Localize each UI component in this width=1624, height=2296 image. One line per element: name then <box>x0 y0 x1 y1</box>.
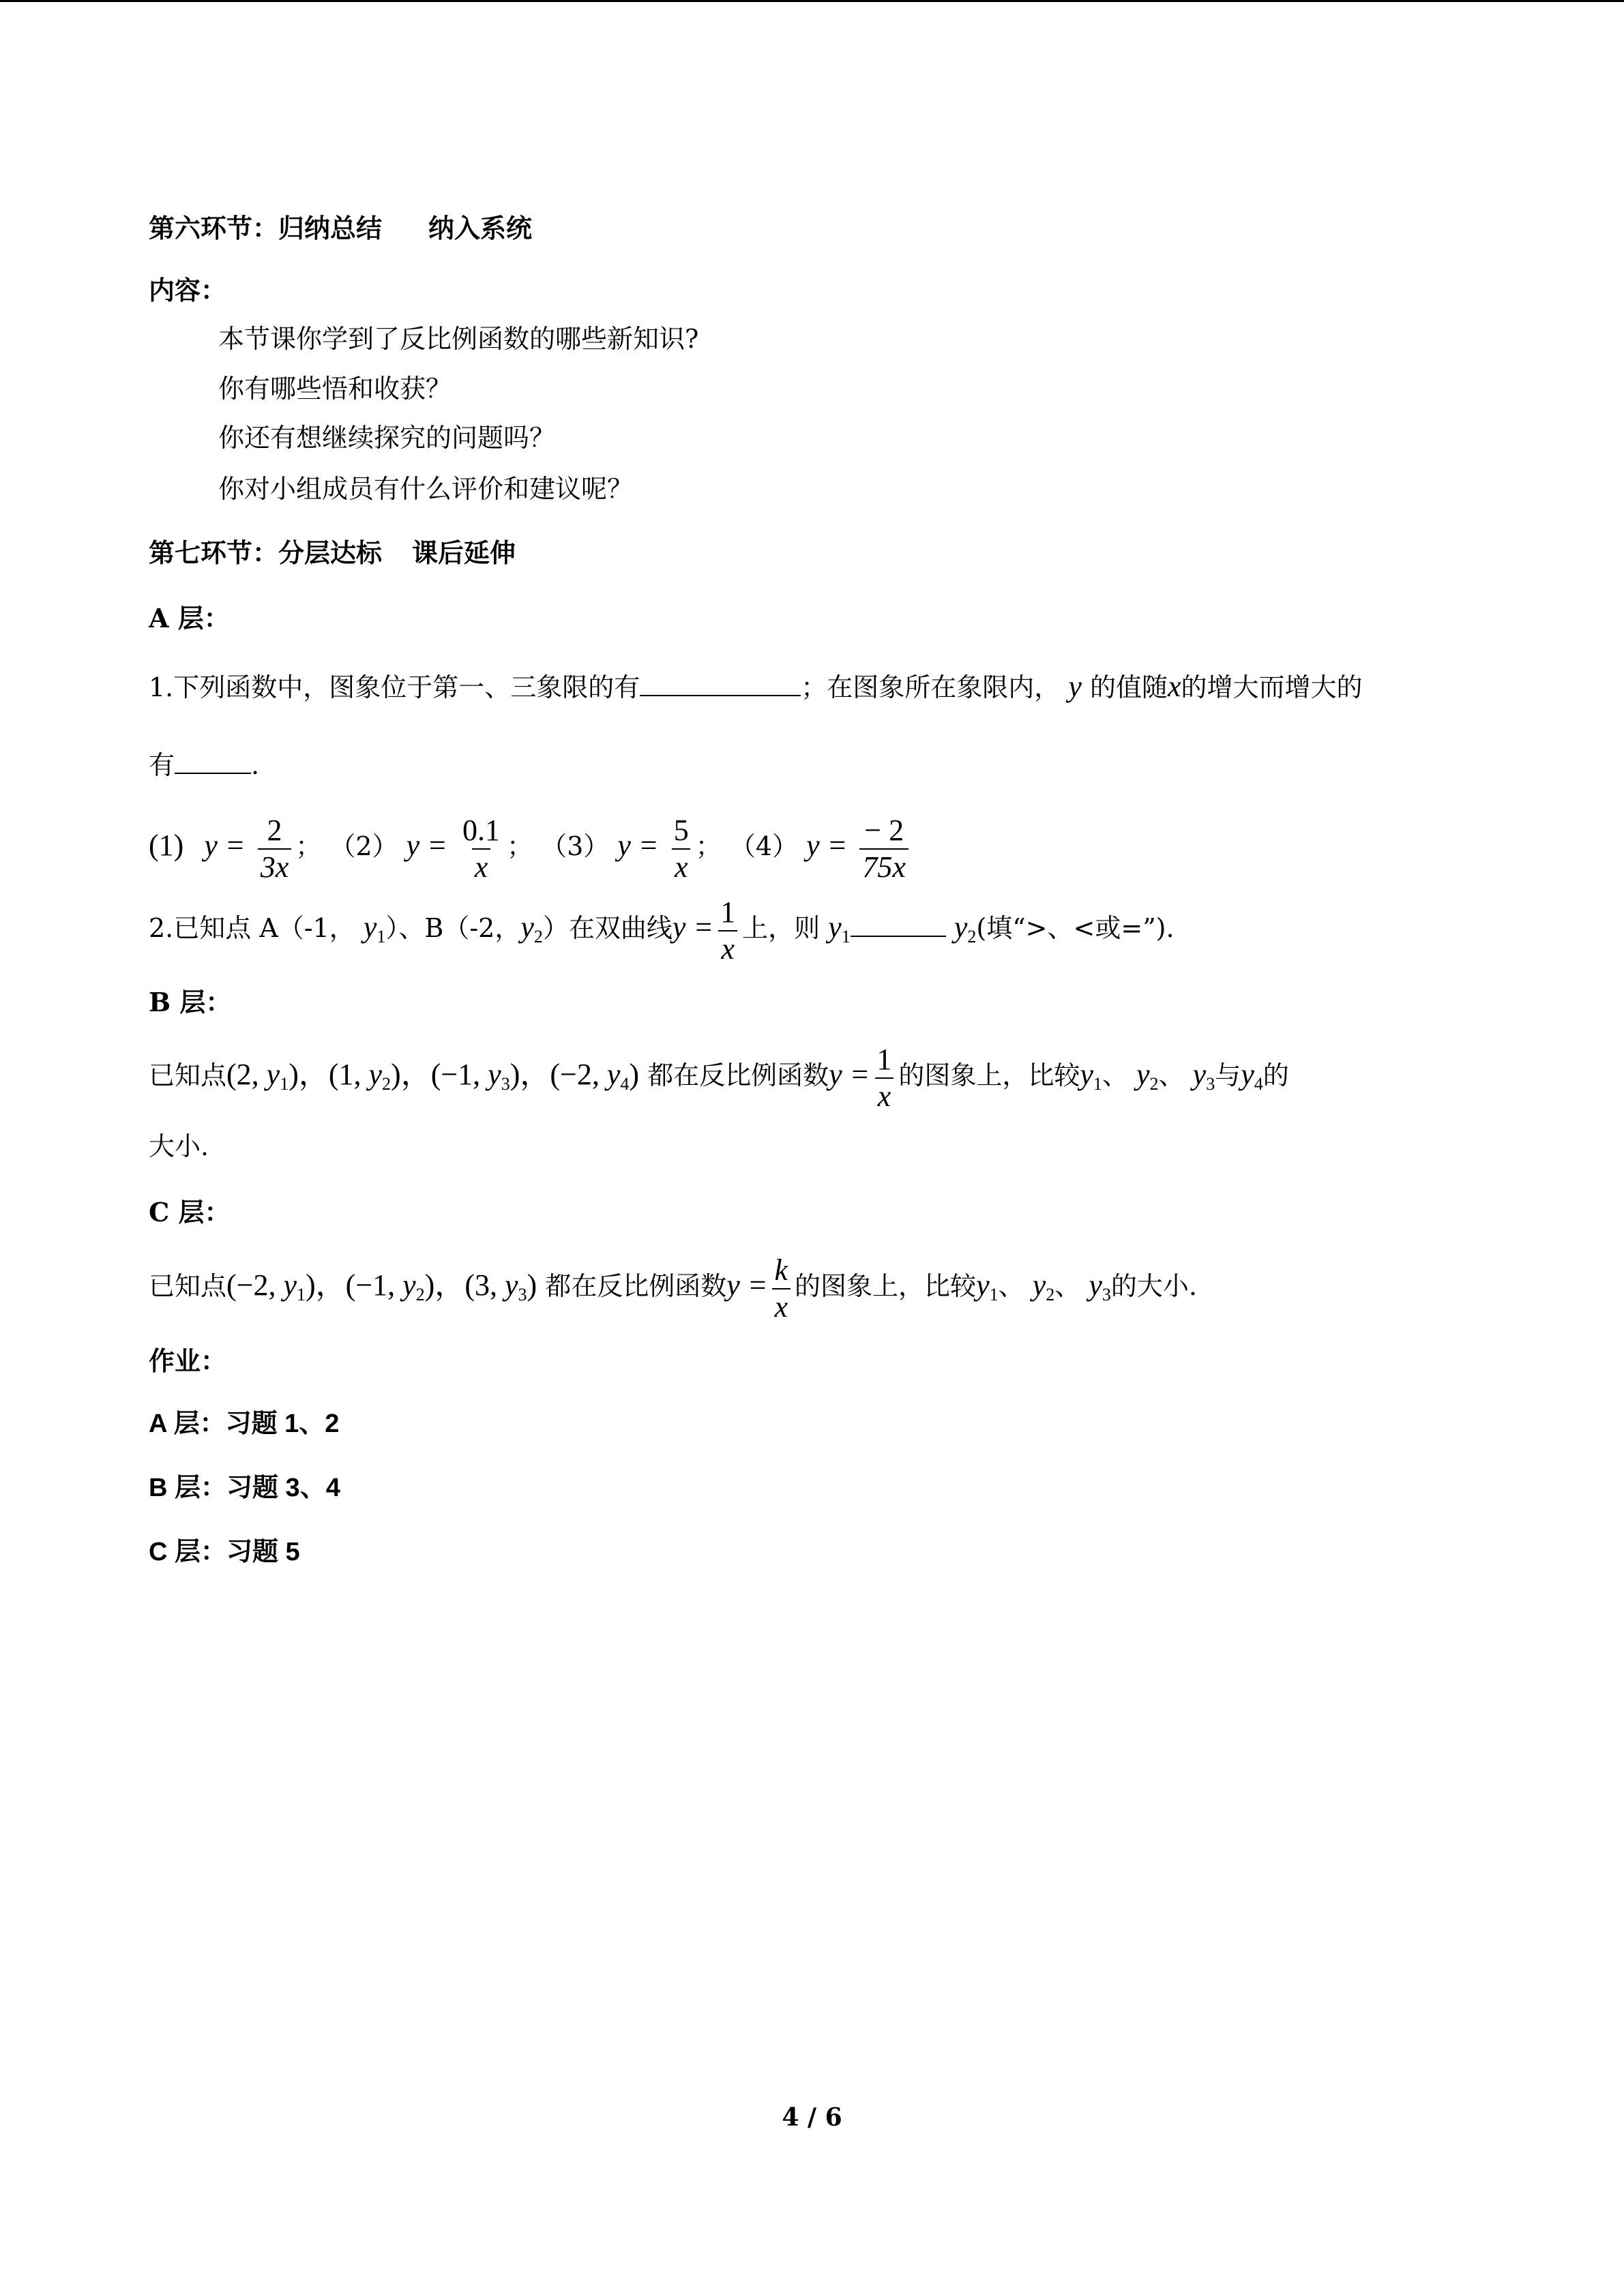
section6-title: 第六环节：归纳总结 <box>149 213 383 243</box>
fraction-2-over-3x: $\frac{2}{3x}$ <box>258 813 292 885</box>
section6-title2: 纳入系统 <box>428 213 533 243</box>
qC-line: 已知点(−2, $y_1$)，(−1, $y_2$)，(3, $y_3$) 都在反比例函数y = $\frac{k}{x}$ 的图象上，比较$y_1$、 $y_2$、 $y_3$的大小. <box>149 1253 1197 1324</box>
level-b-label: B 层： <box>149 987 232 1017</box>
question-4: 你对小组成员有什么评价和建议呢？ <box>218 474 634 504</box>
level-a-label: A 层： <box>149 603 230 633</box>
fraction-5-over-x: $\frac{5}{x}$ <box>671 813 692 885</box>
q1-line2: 有 . <box>149 748 259 782</box>
q1-blank-2 <box>175 748 251 774</box>
section7-heading <box>149 536 516 570</box>
q2-line: 2.已知点 A（-1， $y_1$）、B（-2，$y_2$）在双曲线y = $\frac{1}{x}$ 上，则 $y_1$ $y_2$(填“>、<或=”). <box>149 895 1175 966</box>
homework-b: B 层：习题 3、4 <box>149 1474 340 1502</box>
q1-blank-1 <box>640 670 801 696</box>
content-label: 内容： <box>149 275 227 305</box>
level-c-label: C 层： <box>149 1197 231 1227</box>
fraction-1-over-x-b: $\frac{1}{x}$ <box>874 1042 894 1114</box>
question-1: 本节课你学到了反比例函数的哪些新知识? <box>218 324 699 354</box>
fraction-neg2-over-75x: $\frac{- 2}{75x}$ <box>859 813 909 885</box>
section7-title2: 课后延伸 <box>412 537 516 568</box>
page-number: 4 / 6 <box>782 2103 842 2132</box>
qB-line2: 大小. <box>149 1131 209 1161</box>
top-border <box>0 0 1624 2</box>
section7-title: 第七环节：分层达标 <box>149 537 383 568</box>
homework-a: A 层：习题 1、2 <box>149 1410 340 1438</box>
fraction-k-over-x: $\frac{k}{x}$ <box>772 1253 791 1325</box>
q2-blank <box>851 911 946 937</box>
section6-heading <box>149 211 532 245</box>
question-2: 你有哪些悟和收获？ <box>218 374 452 404</box>
qB-line1: 已知点(2, $y_1$)，(1, $y_2$)，(−1, $y_3$)，(−2, $y_4$) 都在反比例函数y = $\frac{1}{x}$ 的图象上，比较$y_1$、 $y_2$、 $y_3$与$y_4$的 <box>149 1042 1289 1113</box>
fraction-1-over-x: $\frac{1}{x}$ <box>718 895 738 967</box>
question-3: 你还有想继续探究的问题吗？ <box>218 423 556 453</box>
q1-options: (1) y = $\frac{2}{3x}$ ； （2） y = $\frac{0.1}{x}$ ； （3） y = $\frac{5}{x}$ ； （4） y = $\frac{- 2}{75x}$ <box>149 805 913 887</box>
q1-line1: 1.下列函数中，图象位于第一、三象限的有 ；在图象所在象限内， y 的值随x的增大而增大的 <box>149 670 1363 703</box>
fraction-0.1-over-x: $\frac{0.1}{x}$ <box>462 813 500 884</box>
homework-label: 作业： <box>149 1345 227 1376</box>
homework-c: C 层：习题 5 <box>149 1538 300 1566</box>
